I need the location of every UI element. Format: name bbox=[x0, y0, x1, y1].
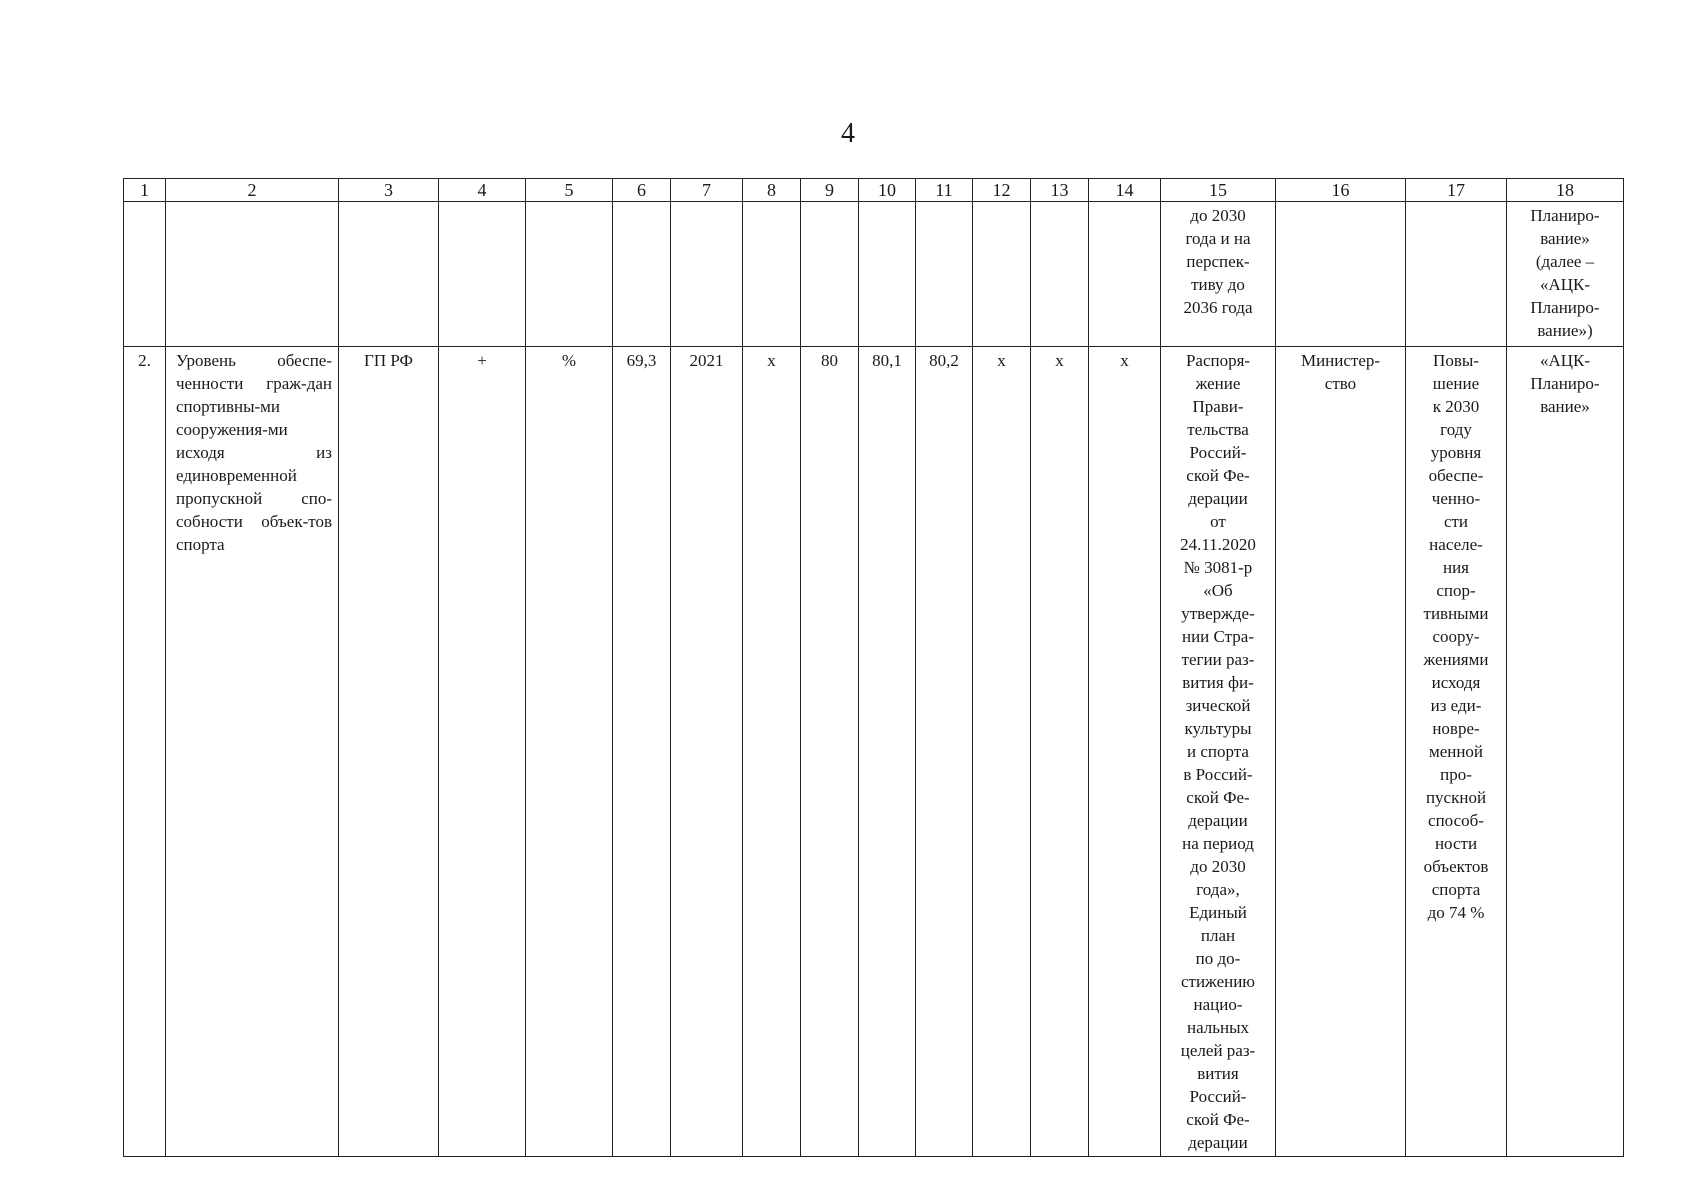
table-cell bbox=[801, 202, 859, 347]
header-cell: 13 bbox=[1031, 179, 1089, 202]
header-cell: 9 bbox=[801, 179, 859, 202]
goal-cell bbox=[1406, 347, 1507, 1157]
system-continuation: Планиро- вание» (далее – «АЦК- Планиро- вание») bbox=[1530, 206, 1600, 340]
table-cell bbox=[613, 202, 671, 347]
sign-value: + bbox=[477, 351, 487, 370]
table-cell bbox=[1089, 202, 1161, 347]
table-cell bbox=[743, 202, 801, 347]
table-cell bbox=[1406, 202, 1507, 347]
header-cell: 15 bbox=[1161, 179, 1276, 202]
legal-basis-continuation: до 2030 года и на перспек- тиву до 2036 года bbox=[1183, 206, 1253, 317]
table-cell bbox=[439, 202, 526, 347]
value-12: x bbox=[997, 351, 1006, 370]
header-cell: 12 bbox=[973, 179, 1031, 202]
header-cell: 3 bbox=[339, 179, 439, 202]
program-value: ГП РФ bbox=[364, 351, 413, 370]
system-cell bbox=[1507, 202, 1624, 347]
value-cell-13 bbox=[1031, 347, 1089, 1157]
indicator-name-cell bbox=[166, 347, 339, 1157]
value-14: x bbox=[1120, 351, 1129, 370]
table-cell bbox=[916, 202, 973, 347]
value-9: 80 bbox=[821, 351, 838, 370]
value-cell-8 bbox=[743, 347, 801, 1157]
value-cell-11 bbox=[916, 347, 973, 1157]
base-year: 2021 bbox=[689, 351, 724, 370]
header-cell: 11 bbox=[916, 179, 973, 202]
unit-cell bbox=[526, 347, 613, 1157]
table-cell bbox=[166, 202, 339, 347]
header-cell: 2 bbox=[166, 179, 339, 202]
row-number-cell bbox=[124, 347, 166, 1157]
legal-basis-cell bbox=[1161, 347, 1276, 1157]
table-cell bbox=[124, 202, 166, 347]
table-cell bbox=[526, 202, 613, 347]
page-number: 4 bbox=[841, 118, 855, 149]
header-cell: 16 bbox=[1276, 179, 1406, 202]
header-cell: 6 bbox=[613, 179, 671, 202]
responsible: Министер- ство bbox=[1300, 351, 1381, 393]
value-11: 80,2 bbox=[929, 351, 959, 370]
information-system: «АЦК- Планиро- вание» bbox=[1530, 351, 1600, 416]
continuation-row bbox=[124, 202, 1624, 347]
value-cell-9 bbox=[801, 347, 859, 1157]
table-cell bbox=[859, 202, 916, 347]
header-cell: 7 bbox=[671, 179, 743, 202]
base-value: 69,3 bbox=[626, 351, 657, 370]
header-cell: 8 bbox=[743, 179, 801, 202]
table-cell bbox=[1031, 202, 1089, 347]
system-cell bbox=[1507, 347, 1624, 1157]
indicator-row bbox=[124, 347, 1624, 1157]
column-number-row bbox=[124, 179, 1624, 202]
indicators-table bbox=[123, 178, 1624, 1157]
header-cell: 18 bbox=[1507, 179, 1624, 202]
header-cell: 5 bbox=[526, 179, 613, 202]
header-cell: 4 bbox=[439, 179, 526, 202]
indicator-name: Уровень обеспе-ченности граж-дан спортивны-ми сооружения-ми исходя из единовременной пропускной спо-собности объек-тов спорта bbox=[176, 351, 332, 554]
header-cell: 17 bbox=[1406, 179, 1507, 202]
value-cell-10 bbox=[859, 347, 916, 1157]
program-cell bbox=[339, 347, 439, 1157]
header-cell: 10 bbox=[859, 179, 916, 202]
value-8: x bbox=[767, 351, 776, 370]
table-cell bbox=[973, 202, 1031, 347]
base-value-cell bbox=[613, 347, 671, 1157]
legal-basis-cell bbox=[1161, 202, 1276, 347]
responsible-cell bbox=[1276, 347, 1406, 1157]
base-year-cell bbox=[671, 347, 743, 1157]
sign-cell bbox=[439, 347, 526, 1157]
header-cell: 1 bbox=[124, 179, 166, 202]
header-cell: 14 bbox=[1089, 179, 1161, 202]
value-cell-12 bbox=[973, 347, 1031, 1157]
value-10: 80,1 bbox=[872, 351, 902, 370]
value-cell-14 bbox=[1089, 347, 1161, 1157]
value-13: x bbox=[1055, 351, 1064, 370]
unit-value: % bbox=[561, 351, 577, 370]
table-cell bbox=[339, 202, 439, 347]
row-number: 2. bbox=[138, 351, 151, 370]
table-cell bbox=[671, 202, 743, 347]
goal-description: Повы- шение к 2030 году уровня обеспе- ченно- сти населе- ния спор- тивными соору- жениями исходя из еди- новре- менной про- пускной способ- ности объектов спорта до 74 % bbox=[1423, 351, 1489, 922]
legal-basis: Распоря- жение Прави- тельства Россий- ской Фе- дерации от 24.11.2020 № 3081-р «Об утвержде- нии Стра- тегии раз- вития фи- зической культуры и спорта в Россий- ской Фе- дерации на период до 2030 года», Единый план по до- стижению нацио- нальных целей раз- вития Россий- ской Фе- дерации bbox=[1180, 351, 1256, 1152]
table-cell bbox=[1276, 202, 1406, 347]
